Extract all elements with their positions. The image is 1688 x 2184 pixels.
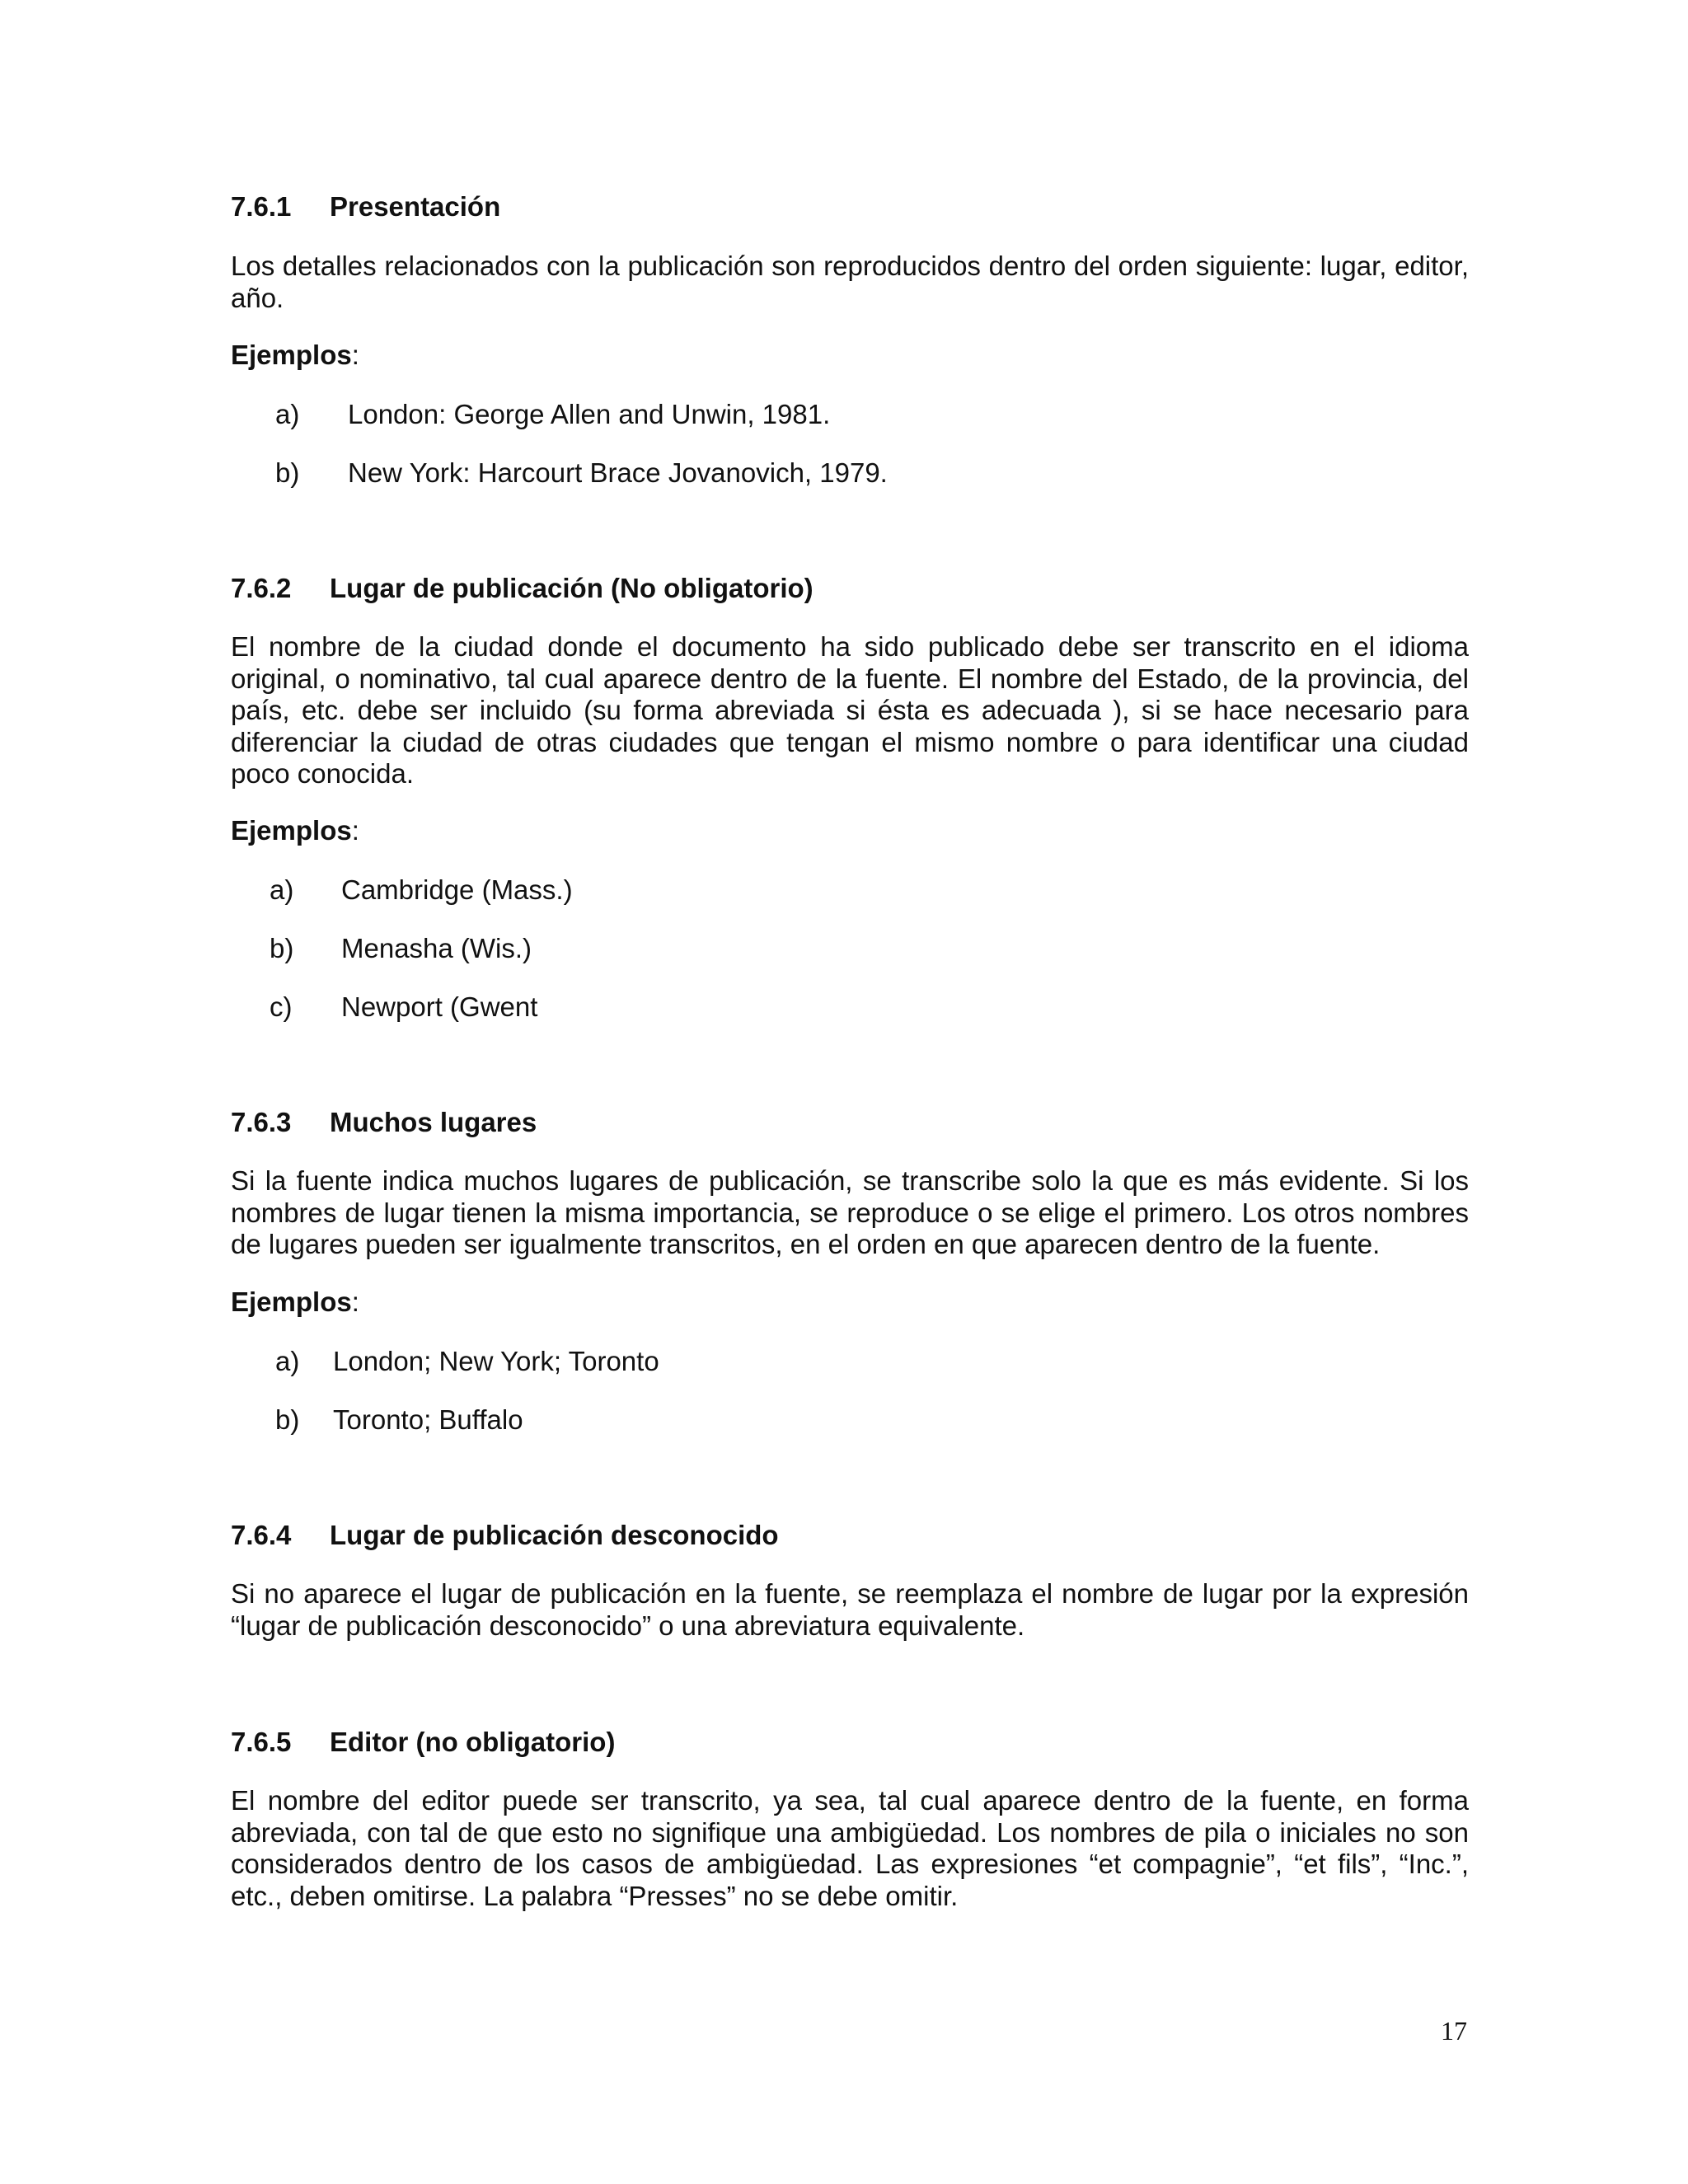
section-heading bbox=[231, 191, 500, 223]
list-item-text: Newport (Gwent bbox=[341, 991, 538, 1022]
list-marker: a) bbox=[275, 399, 300, 429]
list-item bbox=[275, 1404, 523, 1436]
list-item bbox=[270, 991, 537, 1023]
section-title: Muchos lugares bbox=[330, 1107, 537, 1137]
examples-label-colon: : bbox=[351, 1286, 359, 1317]
list-marker: a) bbox=[275, 1346, 300, 1376]
examples-label-colon: : bbox=[351, 815, 359, 846]
section-title: Lugar de publicación (No obligatorio) bbox=[330, 573, 814, 603]
list-item-text: Cambridge (Mass.) bbox=[341, 874, 573, 905]
section-paragraph: Los detalles relacionados con la publicación son reproducidos dentro del orden siguiente: lugar, editor, año. bbox=[231, 251, 1469, 313]
list-item-text: London; New York; Toronto bbox=[333, 1346, 659, 1376]
list-item-text: New York: Harcourt Brace Jovanovich, 1979. bbox=[348, 457, 888, 488]
section-number: 7.6.1 bbox=[231, 191, 292, 222]
list-marker: c) bbox=[270, 991, 293, 1022]
section-paragraph: Si no aparece el lugar de publicación en la fuente, se reemplaza el nombre de lugar por la expresión “lugar de publicación desconocido” o una abreviatura equivalente. bbox=[231, 1578, 1469, 1641]
list-item-text: London: George Allen and Unwin, 1981. bbox=[348, 399, 831, 429]
section-paragraph: Si la fuente indica muchos lugares de publicación, se transcribe solo la que es más evidente. Si los nombres de lugar tienen la misma importancia, se reproduce o se elige el primero. Los otros nombres de lugares pueden ser igualmente transcritos, en el orden en que aparecen dentro de la fuente. bbox=[231, 1165, 1469, 1259]
section-paragraph: El nombre de la ciudad donde el documento ha sido publicado debe ser transcrito en el idioma original, o nominativo, tal cual aparece dentro de la fuente. El nombre del Estado, de la provincia, del país, etc. debe ser incluido (su forma abreviada si ésta es adecuada ), si se hace necesario para diferenciar la ciudad de otras ciudades que tengan el mismo nombre o para identificar una ciudad poco conocida. bbox=[231, 631, 1469, 789]
section-title: Presentación bbox=[330, 191, 501, 222]
examples-label-text: Ejemplos bbox=[231, 1286, 352, 1317]
section-title: Lugar de publicación desconocido bbox=[330, 1520, 779, 1550]
section-heading bbox=[231, 1107, 537, 1138]
examples-label bbox=[231, 340, 359, 371]
examples-label-colon: : bbox=[351, 340, 359, 370]
list-item bbox=[270, 933, 532, 964]
examples-label bbox=[231, 1286, 359, 1318]
section-heading bbox=[231, 1727, 615, 1758]
section-number: 7.6.5 bbox=[231, 1727, 292, 1757]
list-item bbox=[275, 399, 830, 430]
section-paragraph: El nombre del editor puede ser transcrito, ya sea, tal cual aparece dentro de la fuente, en forma abreviada, con tal de que esto no signifique una ambigüedad. Los nombres de pila o iniciales no son considerados dentro de los casos de ambigüedad. Las expresiones “et compagnie”, “et fils”, “Inc.”, etc., deben omitirse. La palabra “Presses” no se debe omitir. bbox=[231, 1785, 1469, 1911]
list-item-text: Toronto; Buffalo bbox=[333, 1404, 523, 1435]
list-item bbox=[275, 457, 888, 489]
section-title: Editor (no obligatorio) bbox=[330, 1727, 616, 1757]
list-marker: b) bbox=[275, 457, 300, 488]
examples-label-text: Ejemplos bbox=[231, 815, 352, 846]
list-marker: b) bbox=[275, 1404, 300, 1435]
examples-label-text: Ejemplos bbox=[231, 340, 352, 370]
section-heading bbox=[231, 573, 814, 604]
page-number: 17 bbox=[1441, 2016, 1467, 2046]
list-item bbox=[270, 874, 573, 906]
section-heading bbox=[231, 1520, 779, 1551]
list-marker: a) bbox=[270, 874, 294, 905]
section-number: 7.6.3 bbox=[231, 1107, 292, 1137]
list-marker: b) bbox=[270, 933, 294, 963]
list-item-text: Menasha (Wis.) bbox=[341, 933, 532, 963]
examples-label bbox=[231, 815, 359, 846]
section-number: 7.6.4 bbox=[231, 1520, 292, 1550]
section-number: 7.6.2 bbox=[231, 573, 292, 603]
list-item bbox=[275, 1346, 659, 1377]
